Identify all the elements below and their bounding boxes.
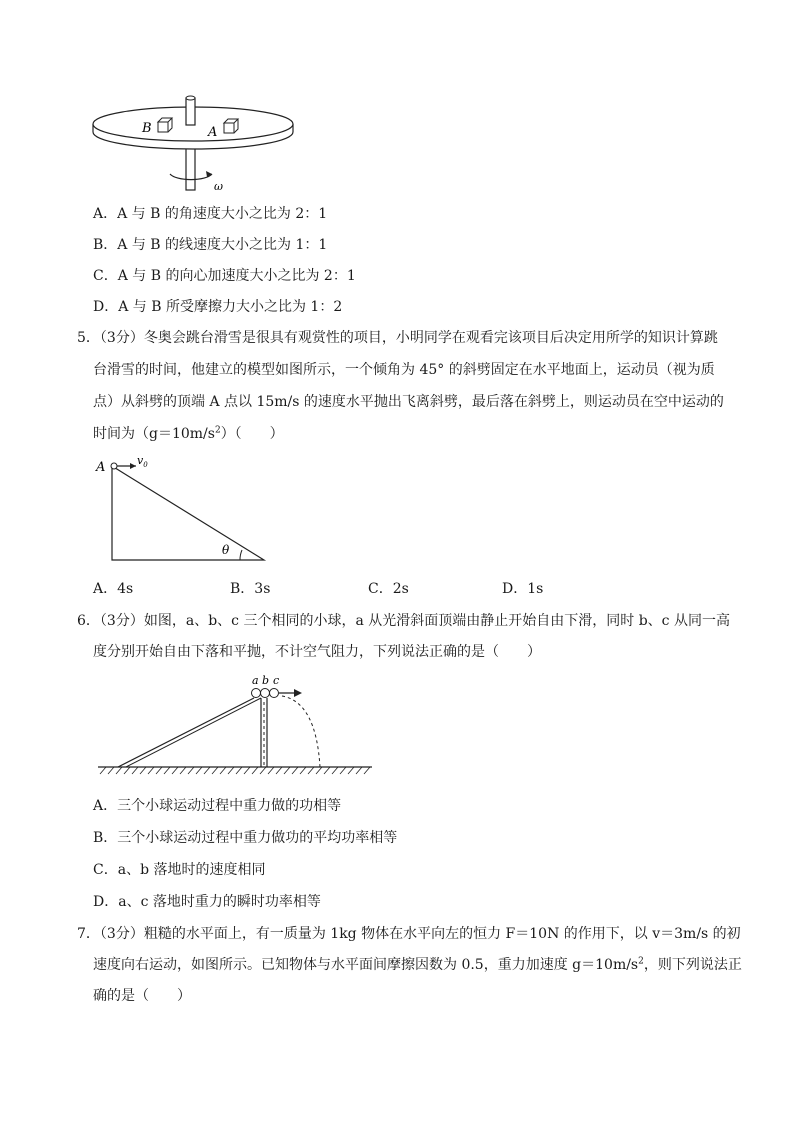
ground-hatch [100, 767, 370, 774]
q6-option-a: A．三个小球运动过程中重力做的功相等 [93, 798, 342, 814]
q4-option-c: C．A 与 B 的向心加速度大小之比为 2：1 [93, 268, 356, 284]
q6-option-b: B．三个小球运动过程中重力做功的平均功率相等 [93, 830, 398, 846]
q5-stem-line1: 5．（3分）冬奥会跳台滑雪是很具有观赏性的项目，小明同学在观看完该项目后决定用所学的知识计算跳 [77, 330, 718, 346]
label-a: A [208, 125, 218, 140]
rod-lower [186, 144, 195, 190]
label-a: A [96, 460, 106, 475]
label-v0: $v_0$ [137, 456, 148, 469]
incline-surface [118, 698, 254, 767]
q5-option-d: D．1s [502, 581, 544, 597]
point-a-marker [111, 463, 117, 469]
q6-option-d: D．a、c 落地时重力的瞬时功率相等 [93, 894, 321, 910]
rod-upper [186, 98, 195, 125]
q4-option-a: A．A 与 B 的角速度大小之比为 2：1 [93, 206, 328, 222]
q5-option-b: B．3s [230, 581, 271, 597]
label-b: B [142, 121, 152, 136]
ball-c [270, 689, 279, 698]
q5-option-c: C．2s [368, 581, 409, 597]
label-theta: θ [222, 543, 230, 557]
q6-option-c: C．a、b 落地时的速度相同 [93, 862, 266, 878]
ball-b [261, 689, 270, 698]
q6-stem-line2: 度分别开始自由下落和平抛，不计空气阻力，下列说法正确的是（ ） [93, 644, 541, 660]
q5-stem-line4: 时间为$(g=10m/s^2)$（ ） [93, 425, 284, 442]
q5-option-a: A．4s [93, 581, 134, 597]
q6-stem-line1: 6．（3分）如图，a、b、c 三个相同的小球，a 从光滑斜面顶端由静止开始自由下滑，同时 b、c 从同一高 [77, 613, 730, 629]
q7-stem-line2: 速度向右运动，如图所示。已知物体与水平面间摩擦因数为 0.5，重力加速度 $g=10m/s^2$，则下列说法正 [93, 956, 742, 973]
incline-surface-inner [126, 698, 261, 767]
label-omega: ω [214, 180, 223, 193]
q4-option-d: D．A 与 B 所受摩擦力大小之比为 1：2 [93, 299, 343, 315]
q4-option-b: B．A 与 B 的线速度大小之比为 1：1 [93, 237, 328, 253]
q7-stem-line1: 7．（3分）粗糙的水平面上，有一质量为 1kg 物体在水平向左的恒力 F＝10N 的作用下，以 v＝3m/s 的初 [77, 926, 741, 942]
incline-triangle [112, 466, 264, 560]
disc-figure [88, 94, 298, 194]
label-b: b [262, 674, 270, 687]
label-c: c [273, 674, 280, 687]
q5-stem-line3: 点）从斜劈的顶端 A 点以 15m/s 的速度水平抛出飞离斜劈，最后落在斜劈上，则运动员在空中运动的 [93, 394, 724, 410]
label-a: a [252, 674, 259, 687]
q7-stem-line3: 确的是（ ） [93, 988, 191, 1004]
ball-a [252, 689, 261, 698]
incline-figure [92, 456, 272, 566]
projectile-path-c [282, 696, 320, 767]
balls-figure [96, 672, 376, 776]
q5-stem-line2: 台滑雪的时间，他建立的模型如图所示，一个倾角为 45° 的斜劈固定在水平地面上，运动员（视为质 [93, 362, 715, 378]
